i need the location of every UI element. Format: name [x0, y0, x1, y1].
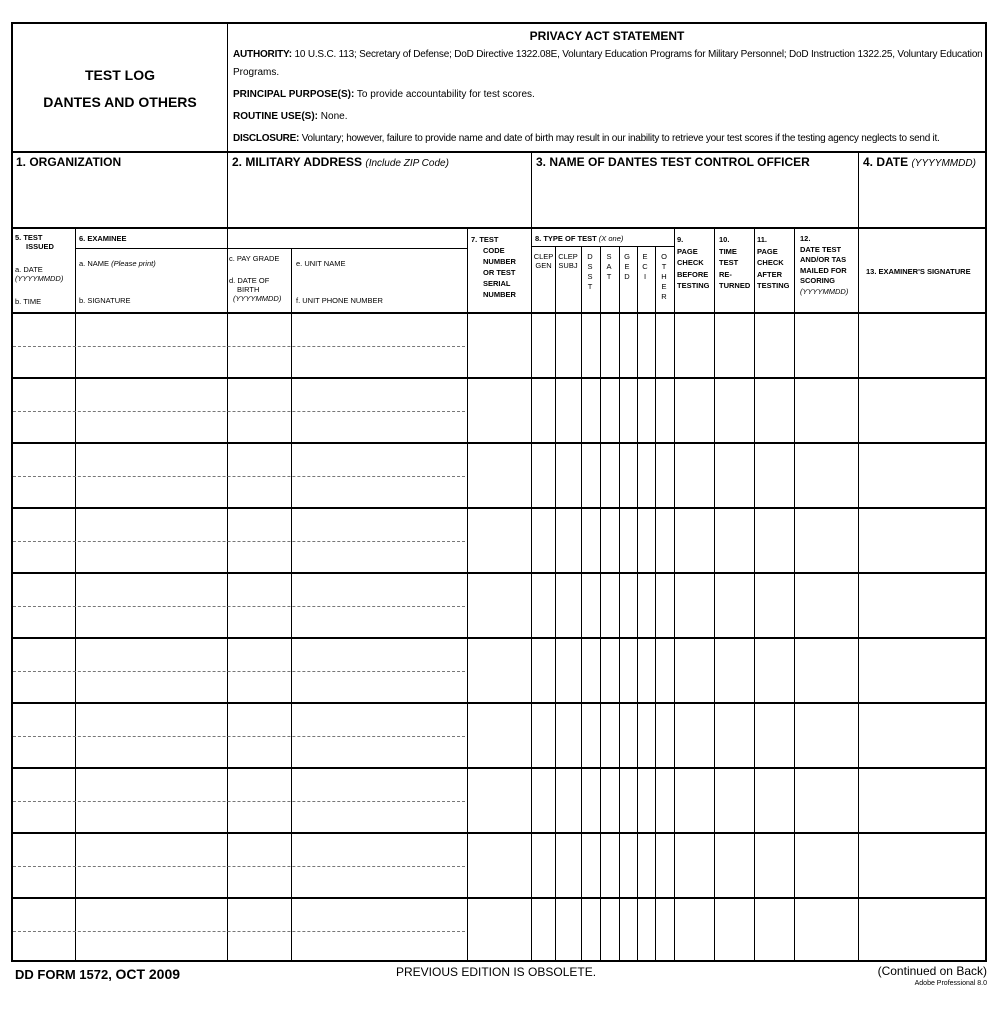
row-mid-divider — [13, 736, 465, 737]
col6-unit-name-label: e. UNIT NAME — [296, 259, 346, 268]
routine-use-text: None. — [320, 111, 348, 122]
row-mid-divider — [13, 931, 465, 932]
military-address-label: 2. MILITARY ADDRESS — [232, 155, 363, 169]
log-row[interactable] — [13, 833, 985, 897]
row-mid-divider — [13, 541, 465, 542]
row-mid-divider — [13, 411, 465, 412]
form-title-line1: TEST LOG — [85, 67, 155, 83]
col5-date-label: a. DATE (YYYYMMDD) — [15, 265, 64, 283]
col8-eci: E C I — [642, 252, 648, 281]
routine-use-label: ROUTINE USE(S): — [233, 111, 318, 122]
col6-signature-label: b. SIGNATURE — [79, 296, 131, 305]
col8-ged: G E D — [624, 252, 630, 281]
log-row[interactable] — [13, 638, 985, 702]
log-row[interactable] — [13, 898, 985, 962]
col8-clep-subj: CLEP SUBJ — [558, 252, 578, 270]
authority-text-cont: Programs. — [233, 67, 280, 78]
purpose-text: To provide accountability for test scores. — [356, 89, 535, 100]
col10-label: 10. TIME TEST RE- TURNED — [719, 235, 751, 290]
control-officer-label: 3. NAME OF DANTES TEST CONTROL OFFICER — [536, 155, 810, 169]
col6-title: 6. EXAMINEE — [79, 234, 127, 243]
col8-clep-gen: CLEP GEN — [533, 252, 554, 270]
continued-notice: (Continued on Back) — [877, 964, 987, 978]
military-address-note: (Include ZIP Code) — [365, 158, 449, 169]
privacy-heading: PRIVACY ACT STATEMENT — [529, 29, 685, 43]
log-row[interactable] — [13, 378, 985, 442]
log-row[interactable] — [13, 443, 985, 507]
row-mid-divider — [13, 476, 465, 477]
col5-title: 5. TEST ISSUED — [15, 233, 54, 251]
col8-title: 8. TYPE OF TEST (X one) — [535, 234, 624, 243]
col7-label: 7. TEST CODE NUMBER OR TEST SERIAL NUMBER — [471, 235, 516, 299]
col8-sat: S A T — [606, 252, 612, 281]
date-field[interactable] — [859, 153, 985, 227]
col8-dsst: D S S T — [587, 252, 593, 291]
purpose-label: PRINCIPAL PURPOSE(S): — [233, 89, 355, 100]
col6-pay-grade-label: c. PAY GRADE — [229, 254, 280, 263]
row-mid-divider — [13, 606, 465, 607]
control-officer-field[interactable] — [532, 153, 858, 227]
col12-label: 12. DATE TEST AND/OR TAS MAILED FOR SCORING (YYYYMMDD) — [800, 234, 849, 296]
col8-other: O T H E R — [661, 252, 667, 301]
obsolete-notice: PREVIOUS EDITION IS OBSOLETE. — [396, 965, 597, 979]
log-row[interactable] — [13, 313, 985, 377]
col6-unit-phone-label: f. UNIT PHONE NUMBER — [296, 296, 383, 305]
col6-dob-label: d. DATE OF BIRTH (YYYYMMDD) — [229, 276, 282, 303]
date-label: 4. DATE — [863, 155, 909, 169]
col6-name-label: a. NAME (Please print) — [79, 259, 156, 268]
form-number: DD FORM 1572, OCT 2009 — [15, 966, 181, 982]
date-note: (YYYYMMDD) — [911, 158, 976, 169]
col13-label: 13. EXAMINER'S SIGNATURE — [866, 267, 971, 276]
row-mid-divider — [13, 346, 465, 347]
disclosure-text: Voluntary; however, failure to provide name and date of birth may result in our inability to retrieve your test scores if the testing agency neglects to send it. — [301, 133, 940, 144]
row-mid-divider — [13, 866, 465, 867]
software-note: Adobe Professional 8.0 — [914, 980, 987, 987]
disclosure-label: DISCLOSURE: — [233, 133, 300, 144]
log-row[interactable] — [13, 573, 985, 637]
authority-label: AUTHORITY: — [233, 49, 292, 60]
log-row[interactable] — [13, 768, 985, 832]
organization-label: 1. ORGANIZATION — [16, 155, 122, 169]
col11-label: 11. PAGE CHECK AFTER TESTING — [757, 235, 790, 290]
col5-time-label: b. TIME — [15, 297, 42, 306]
col9-label: 9. PAGE CHECK BEFORE TESTING — [677, 235, 710, 290]
form-title-line2: DANTES AND OTHERS — [43, 94, 197, 110]
log-row[interactable] — [13, 703, 985, 767]
row-mid-divider — [13, 801, 465, 802]
authority-text: 10 U.S.C. 113; Secretary of Defense; DoD Directive 1322.08E, Voluntary Education Programs for Military Personnel; DoD Instruction 1322.25, Voluntary Education — [294, 49, 983, 60]
military-address-field[interactable] — [228, 153, 531, 227]
row-mid-divider — [13, 671, 465, 672]
log-row[interactable] — [13, 508, 985, 572]
organization-field[interactable] — [13, 153, 227, 227]
